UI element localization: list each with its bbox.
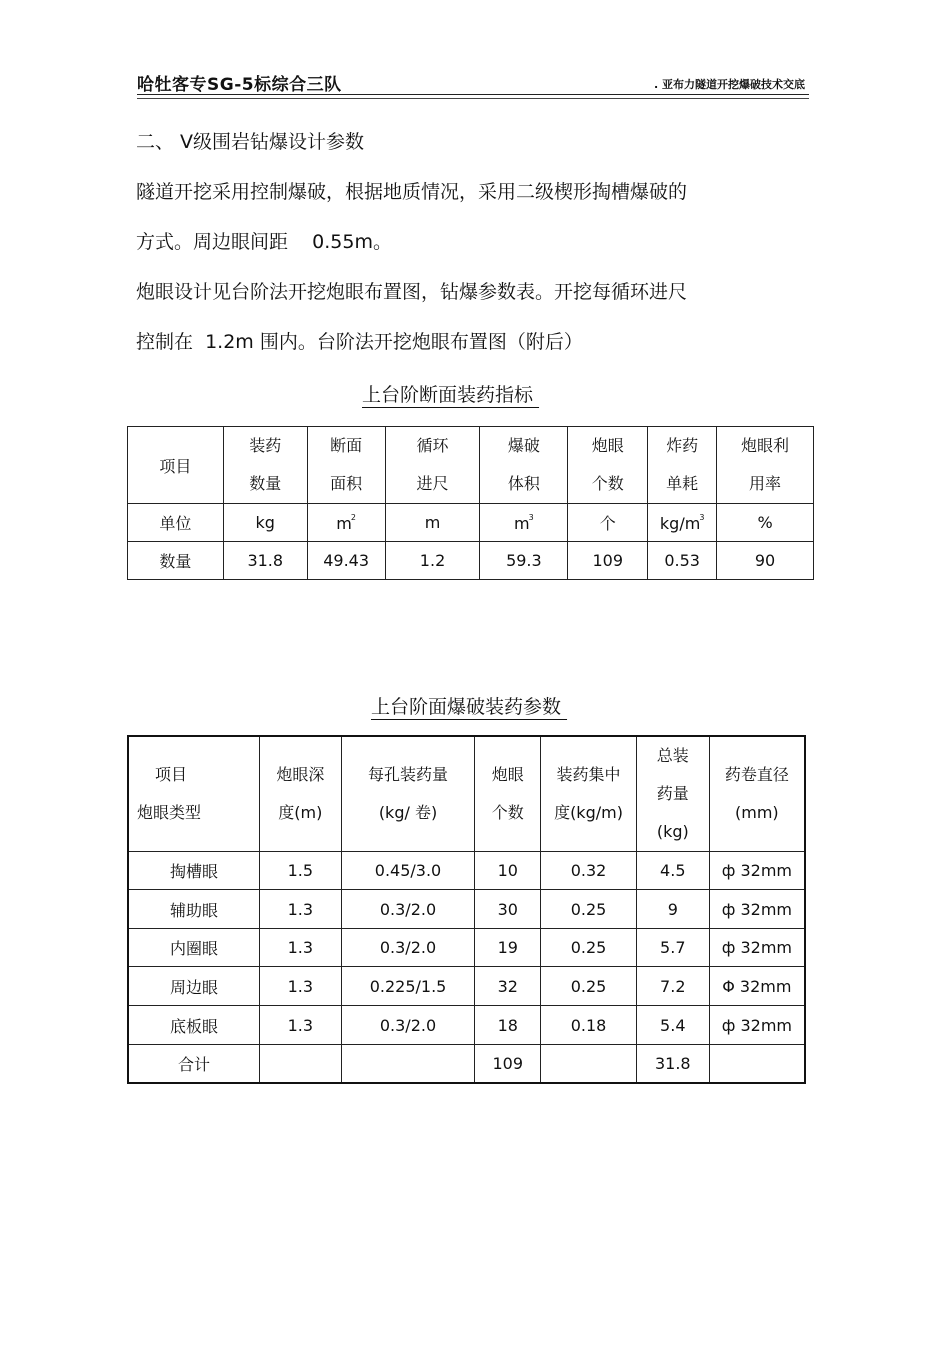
table1-header-row xyxy=(128,427,814,504)
table2-cell: 0.18 xyxy=(541,1006,637,1045)
table1-data-row xyxy=(128,542,814,580)
table1-cell: 单位 xyxy=(128,504,224,542)
table1-unit-row xyxy=(128,504,814,542)
body-line-1: 隧道开挖采用控制爆破，根据地质情况，采用二级楔形掏槽爆破的 xyxy=(136,181,688,203)
table2-header-cell: 药卷直径 (mm) xyxy=(709,736,805,852)
table2-row xyxy=(128,967,805,1006)
table2-cell: 0.45/3.0 xyxy=(341,852,475,890)
table2-cell: 1.3 xyxy=(259,1006,341,1045)
table1-cell: 1.2 xyxy=(385,542,480,580)
table2-row xyxy=(128,1006,805,1045)
table2-cell: 32 xyxy=(475,967,541,1006)
table2-cell: 内圈眼 xyxy=(128,929,259,967)
table2-cell: 0.25 xyxy=(541,929,637,967)
table2-header-cell: 炮眼深 度(m) xyxy=(259,736,341,852)
table2-cell: 0.32 xyxy=(541,852,637,890)
table2-cell xyxy=(709,1045,805,1083)
table2-cell: 7.2 xyxy=(636,967,709,1006)
table1-cell: 数量 xyxy=(128,542,224,580)
table2-header-cell: 装药集中 度(kg/m) xyxy=(541,736,637,852)
table2-cell: 1.3 xyxy=(259,890,341,929)
table2-cell: 合计 xyxy=(128,1045,259,1083)
table2-row xyxy=(128,890,805,929)
table2-title: 上台阶面爆破装药参数 xyxy=(371,696,568,718)
table2-cell: 0.225/1.5 xyxy=(341,967,475,1006)
body-line-2: 方式。周边眼间距 0.55m。 xyxy=(136,231,392,253)
table2-cell: 辅助眼 xyxy=(128,890,259,929)
body-line-3: 炮眼设计见台阶法开挖炮眼布置图，钻爆参数表。开挖每循环进尺 xyxy=(136,281,688,303)
table2-cell: 底板眼 xyxy=(128,1006,259,1045)
section-heading: 二、 V级围岩钻爆设计参数 xyxy=(136,131,365,153)
table2-cell: 4.5 xyxy=(636,852,709,890)
table2-cell: 0.3/2.0 xyxy=(341,929,475,967)
table2-cell: 9 xyxy=(636,890,709,929)
table2-cell: 18 xyxy=(475,1006,541,1045)
table1-cell: 59.3 xyxy=(480,542,568,580)
table2-header-cell: 项目 炮眼类型 xyxy=(128,736,259,852)
table2-cell: 10 xyxy=(475,852,541,890)
table2-cell: 周边眼 xyxy=(128,967,259,1006)
table2-cell: 0.25 xyxy=(541,890,637,929)
table1-header-cell: 断面 面积 xyxy=(307,427,385,504)
table1-header-cell: 爆破 体积 xyxy=(480,427,568,504)
table2-cell xyxy=(541,1045,637,1083)
table2-cell: 1.5 xyxy=(259,852,341,890)
table2-header-row xyxy=(128,736,805,852)
table2-row xyxy=(128,929,805,967)
table1-cell: 个 xyxy=(568,504,648,542)
table1-cell: 31.8 xyxy=(223,542,307,580)
blasting-charge-table xyxy=(127,735,806,1084)
body-line-4: 控制在 1.2m 围内。台阶法开挖炮眼布置图（附后） xyxy=(136,331,583,353)
table1-cell: % xyxy=(717,504,814,542)
table1-cell: 90 xyxy=(717,542,814,580)
table2-cell: ф 32mm xyxy=(709,1006,805,1045)
table1-header-cell: 装药 数量 xyxy=(223,427,307,504)
table2-cell: ф 32mm xyxy=(709,852,805,890)
table1-header-cell: 项目 xyxy=(128,427,224,504)
header-rule xyxy=(137,94,809,95)
table1-header-cell: 炸药 单耗 xyxy=(648,427,717,504)
table2-cell xyxy=(259,1045,341,1083)
table2-cell: 0.3/2.0 xyxy=(341,1006,475,1045)
table2-header-cell: 炮眼 个数 xyxy=(475,736,541,852)
table2-header-cell: 每孔装药量 (kg/ 卷) xyxy=(341,736,475,852)
table2-row xyxy=(128,852,805,890)
table2-cell: 19 xyxy=(475,929,541,967)
table2-cell: 0.3/2.0 xyxy=(341,890,475,929)
table2-cell: ф 32mm xyxy=(709,929,805,967)
charge-index-table xyxy=(127,426,814,580)
table1-title: 上台阶断面装药指标 xyxy=(362,384,540,406)
table1-header-cell: 炮眼利 用率 xyxy=(717,427,814,504)
table2-cell: ф 32mm xyxy=(709,890,805,929)
table2-cell: 1.3 xyxy=(259,967,341,1006)
table1-header-cell: 循环 进尺 xyxy=(385,427,480,504)
table1-cell: kg xyxy=(223,504,307,542)
table1-cell: m xyxy=(385,504,480,542)
header-left-title: 哈牡客专SG-5标综合三队 xyxy=(137,75,342,95)
table2-cell: 30 xyxy=(475,890,541,929)
table1-header-cell: 炮眼 个数 xyxy=(568,427,648,504)
table1-cell: $m^2$ xyxy=(307,504,385,542)
table2-total-row xyxy=(128,1045,805,1083)
table2-cell: 109 xyxy=(475,1045,541,1083)
table2-cell: 掏槽眼 xyxy=(128,852,259,890)
table2-cell xyxy=(341,1045,475,1083)
header-right-title: . 亚布力隧道开挖爆破技术交底 xyxy=(653,78,805,91)
table1-cell: 0.53 xyxy=(648,542,717,580)
table1-cell: 109 xyxy=(568,542,648,580)
table2-header-cell: 总装 药量 (kg) xyxy=(636,736,709,852)
table1-cell: 49.43 xyxy=(307,542,385,580)
table2-cell: 31.8 xyxy=(636,1045,709,1083)
table1-cell: $m^3$ xyxy=(480,504,568,542)
table2-cell: 1.3 xyxy=(259,929,341,967)
table1-cell: $kg/m^3$ xyxy=(648,504,717,542)
table2-cell: 5.4 xyxy=(636,1006,709,1045)
table2-cell: 0.25 xyxy=(541,967,637,1006)
table2-cell: Φ 32mm xyxy=(709,967,805,1006)
table2-cell: 5.7 xyxy=(636,929,709,967)
header-rule-thin xyxy=(137,98,809,99)
